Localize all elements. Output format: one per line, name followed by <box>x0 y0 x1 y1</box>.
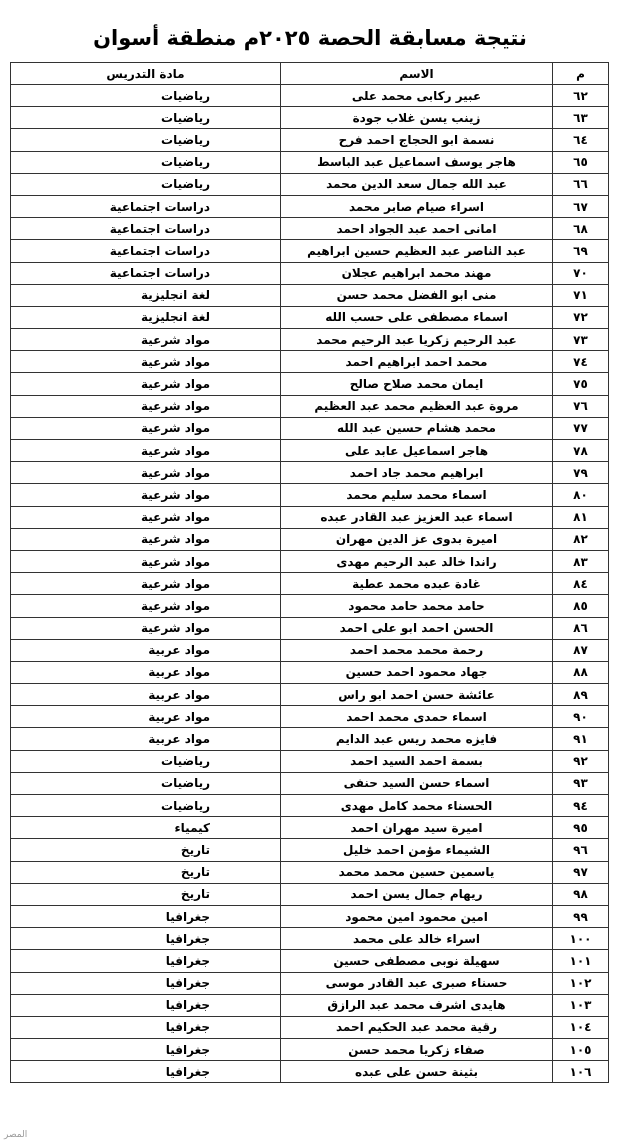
row-name: ريهام جمال يسن احمد <box>281 883 553 905</box>
row-subject: رياضيات <box>11 750 281 772</box>
table-row <box>11 506 609 528</box>
row-name: عبير ركابى محمد على <box>281 85 553 107</box>
row-name: ياسمين حسين محمد محمد <box>281 861 553 883</box>
row-number: ٦٢ <box>553 85 609 107</box>
row-number: ١٠٣ <box>553 994 609 1016</box>
table-row <box>11 284 609 306</box>
table-row <box>11 639 609 661</box>
row-name: هاجر يوسف اسماعيل عبد الباسط <box>281 151 553 173</box>
row-number: ٦٥ <box>553 151 609 173</box>
row-name: بسمة احمد السيد احمد <box>281 750 553 772</box>
table-row <box>11 395 609 417</box>
row-subject: مواد عربية <box>11 661 281 683</box>
row-number: ٩٤ <box>553 795 609 817</box>
row-name: الحسناء محمد كامل مهدى <box>281 795 553 817</box>
row-name: اميرة سيد مهران احمد <box>281 817 553 839</box>
table-row <box>11 772 609 794</box>
row-name: اسماء محمد سليم محمد <box>281 484 553 506</box>
row-number: ١٠٤ <box>553 1016 609 1038</box>
table-row <box>11 617 609 639</box>
row-subject: مواد شرعية <box>11 617 281 639</box>
row-number: ٨١ <box>553 506 609 528</box>
row-name: فايزه محمد ريس عبد الدايم <box>281 728 553 750</box>
watermark: المصر <box>4 1130 28 1140</box>
row-number: ٧١ <box>553 284 609 306</box>
row-number: ٩٨ <box>553 883 609 905</box>
row-name: حسناء صبرى عبد القادر موسى <box>281 972 553 994</box>
row-number: ٧٩ <box>553 462 609 484</box>
table-row <box>11 484 609 506</box>
row-name: حامد محمد حامد محمود <box>281 595 553 617</box>
table-row <box>11 262 609 284</box>
row-number: ٩١ <box>553 728 609 750</box>
table-row <box>11 528 609 550</box>
row-subject: جغرافيا <box>11 1016 281 1038</box>
table-row <box>11 240 609 262</box>
row-name: هايدى اشرف محمد عبد الرازق <box>281 994 553 1016</box>
row-subject: مواد شرعية <box>11 462 281 484</box>
row-number: ٧٢ <box>553 306 609 328</box>
row-number: ٩٣ <box>553 772 609 794</box>
row-number: ١٠٦ <box>553 1061 609 1083</box>
table-row <box>11 1039 609 1061</box>
table-row <box>11 661 609 683</box>
row-subject: رياضيات <box>11 129 281 151</box>
table-row <box>11 750 609 772</box>
row-name: هاجر اسماعيل عابد على <box>281 440 553 462</box>
row-subject: مواد شرعية <box>11 484 281 506</box>
row-number: ٩٥ <box>553 817 609 839</box>
row-number: ٩٩ <box>553 905 609 927</box>
table-row <box>11 684 609 706</box>
row-number: ٨٣ <box>553 550 609 572</box>
row-name: اسماء مصطفى على حسب الله <box>281 306 553 328</box>
row-subject: جغرافيا <box>11 972 281 994</box>
row-number: ٦٤ <box>553 129 609 151</box>
row-name: محمد هشام حسين عبد الله <box>281 417 553 439</box>
row-number: ٧٨ <box>553 440 609 462</box>
table-row <box>11 728 609 750</box>
table-row <box>11 462 609 484</box>
row-subject: رياضيات <box>11 772 281 794</box>
row-name: الحسن احمد ابو على احمد <box>281 617 553 639</box>
row-number: ٧٣ <box>553 329 609 351</box>
table-row <box>11 218 609 240</box>
row-name: رقية محمد عبد الحكيم احمد <box>281 1016 553 1038</box>
table-row <box>11 173 609 195</box>
results-table <box>10 62 609 1083</box>
row-name: نسمة ابو الحجاج احمد فرح <box>281 129 553 151</box>
table-row <box>11 795 609 817</box>
table-row <box>11 351 609 373</box>
row-name: اسراء صيام صابر محمد <box>281 195 553 217</box>
row-number: ٨٠ <box>553 484 609 506</box>
row-name: امين محمود امين محمود <box>281 905 553 927</box>
table-row <box>11 861 609 883</box>
table-row <box>11 107 609 129</box>
table-row <box>11 329 609 351</box>
row-subject: دراسات اجتماعية <box>11 262 281 284</box>
row-subject: جغرافيا <box>11 928 281 950</box>
row-name: جهاد محمود احمد حسين <box>281 661 553 683</box>
header-name: الاسم <box>281 63 553 85</box>
row-name: رحمة محمد محمد احمد <box>281 639 553 661</box>
row-subject: كيمياء <box>11 817 281 839</box>
row-name: سهيلة نوبى مصطفى حسين <box>281 950 553 972</box>
row-subject: مواد شرعية <box>11 329 281 351</box>
row-subject: تاريخ <box>11 861 281 883</box>
row-subject: جغرافيا <box>11 994 281 1016</box>
table-row <box>11 972 609 994</box>
table-row <box>11 706 609 728</box>
table-row <box>11 573 609 595</box>
table-row <box>11 994 609 1016</box>
row-name: اسماء عبد العزيز عبد القادر عبده <box>281 506 553 528</box>
table-row <box>11 883 609 905</box>
row-number: ٨٩ <box>553 684 609 706</box>
row-name: عبد الرحيم زكريا عبد الرحيم محمد <box>281 329 553 351</box>
row-number: ١٠٢ <box>553 972 609 994</box>
row-name: غادة عبده محمد عطية <box>281 573 553 595</box>
table-row <box>11 950 609 972</box>
table-row <box>11 595 609 617</box>
row-number: ٨٥ <box>553 595 609 617</box>
row-name: مروة عبد العظيم محمد عبد العظيم <box>281 395 553 417</box>
row-name: الشيماء مؤمن احمد خليل <box>281 839 553 861</box>
row-subject: مواد عربية <box>11 728 281 750</box>
row-name: اسماء حمدى محمد احمد <box>281 706 553 728</box>
row-name: امانى احمد عبد الجواد احمد <box>281 218 553 240</box>
row-subject: مواد شرعية <box>11 373 281 395</box>
row-number: ٩٦ <box>553 839 609 861</box>
table-row <box>11 306 609 328</box>
row-number: ٨٧ <box>553 639 609 661</box>
row-subject: جغرافيا <box>11 905 281 927</box>
row-number: ٨٤ <box>553 573 609 595</box>
row-subject: مواد شرعية <box>11 440 281 462</box>
row-number: ٨٢ <box>553 528 609 550</box>
row-subject: مواد عربية <box>11 684 281 706</box>
row-subject: مواد شرعية <box>11 351 281 373</box>
row-subject: مواد شرعية <box>11 506 281 528</box>
row-number: ٦٧ <box>553 195 609 217</box>
row-number: ٦٣ <box>553 107 609 129</box>
row-subject: تاريخ <box>11 839 281 861</box>
row-name: ابراهيم محمد جاد احمد <box>281 462 553 484</box>
table-row <box>11 1016 609 1038</box>
row-subject: مواد عربية <box>11 706 281 728</box>
row-subject: رياضيات <box>11 85 281 107</box>
row-subject: جغرافيا <box>11 950 281 972</box>
table-row <box>11 195 609 217</box>
row-subject: دراسات اجتماعية <box>11 195 281 217</box>
table-row <box>11 928 609 950</box>
row-subject: مواد شرعية <box>11 417 281 439</box>
row-name: عبد الناصر عبد العظيم حسين ابراهيم <box>281 240 553 262</box>
row-number: ١٠٠ <box>553 928 609 950</box>
row-name: اسراء خالد على محمد <box>281 928 553 950</box>
row-subject: لغة انجليزية <box>11 306 281 328</box>
row-number: ٦٨ <box>553 218 609 240</box>
row-name: راندا خالد عبد الرحيم مهدى <box>281 550 553 572</box>
row-name: بثينة حسن على عبده <box>281 1061 553 1083</box>
row-number: ٧٠ <box>553 262 609 284</box>
row-name: مهند محمد ابراهيم عجلان <box>281 262 553 284</box>
table-row <box>11 1061 609 1083</box>
row-number: ٦٩ <box>553 240 609 262</box>
row-number: ٩٠ <box>553 706 609 728</box>
row-number: ٨٦ <box>553 617 609 639</box>
row-number: ٨٨ <box>553 661 609 683</box>
header-number: م <box>553 63 609 85</box>
row-subject: مواد شرعية <box>11 573 281 595</box>
row-subject: مواد شرعية <box>11 395 281 417</box>
row-number: ١٠٥ <box>553 1039 609 1061</box>
table-body <box>11 85 609 1083</box>
row-number: ٧٦ <box>553 395 609 417</box>
row-name: اسماء حسن السيد حنفى <box>281 772 553 794</box>
row-subject: مواد شرعية <box>11 595 281 617</box>
row-number: ١٠١ <box>553 950 609 972</box>
page-title: نتيجة مسابقة الحصة ٢٠٢٥م منطقة أسوان <box>93 26 527 50</box>
row-number: ٧٤ <box>553 351 609 373</box>
table-row <box>11 839 609 861</box>
row-number: ٩٢ <box>553 750 609 772</box>
row-name: زينب يسن غلاب جودة <box>281 107 553 129</box>
row-subject: مواد شرعية <box>11 550 281 572</box>
row-subject: جغرافيا <box>11 1039 281 1061</box>
row-subject: رياضيات <box>11 173 281 195</box>
row-name: ايمان محمد صلاح صالح <box>281 373 553 395</box>
row-subject: رياضيات <box>11 107 281 129</box>
table-row <box>11 440 609 462</box>
row-subject: تاريخ <box>11 883 281 905</box>
row-subject: مواد شرعية <box>11 528 281 550</box>
row-number: ٩٧ <box>553 861 609 883</box>
table-header-row <box>11 63 609 85</box>
row-name: منى ابو الفضل محمد حسن <box>281 284 553 306</box>
table-row <box>11 550 609 572</box>
row-number: ٦٦ <box>553 173 609 195</box>
table-row <box>11 373 609 395</box>
table-row <box>11 817 609 839</box>
row-name: محمد احمد ابراهيم احمد <box>281 351 553 373</box>
row-subject: رياضيات <box>11 795 281 817</box>
table-row <box>11 129 609 151</box>
row-subject: دراسات اجتماعية <box>11 218 281 240</box>
row-subject: دراسات اجتماعية <box>11 240 281 262</box>
table-row <box>11 905 609 927</box>
row-subject: لغة انجليزية <box>11 284 281 306</box>
row-subject: مواد عربية <box>11 639 281 661</box>
table-row <box>11 151 609 173</box>
row-subject: رياضيات <box>11 151 281 173</box>
table-row <box>11 85 609 107</box>
row-number: ٧٥ <box>553 373 609 395</box>
row-name: عائشة حسن احمد ابو راس <box>281 684 553 706</box>
row-subject: جغرافيا <box>11 1061 281 1083</box>
table-row <box>11 417 609 439</box>
row-name: اميرة بدوى عز الدين مهران <box>281 528 553 550</box>
row-name: عبد الله جمال سعد الدين محمد <box>281 173 553 195</box>
header-subject: مادة التدريس <box>11 63 281 85</box>
row-number: ٧٧ <box>553 417 609 439</box>
row-name: صفاء زكريا محمد حسن <box>281 1039 553 1061</box>
